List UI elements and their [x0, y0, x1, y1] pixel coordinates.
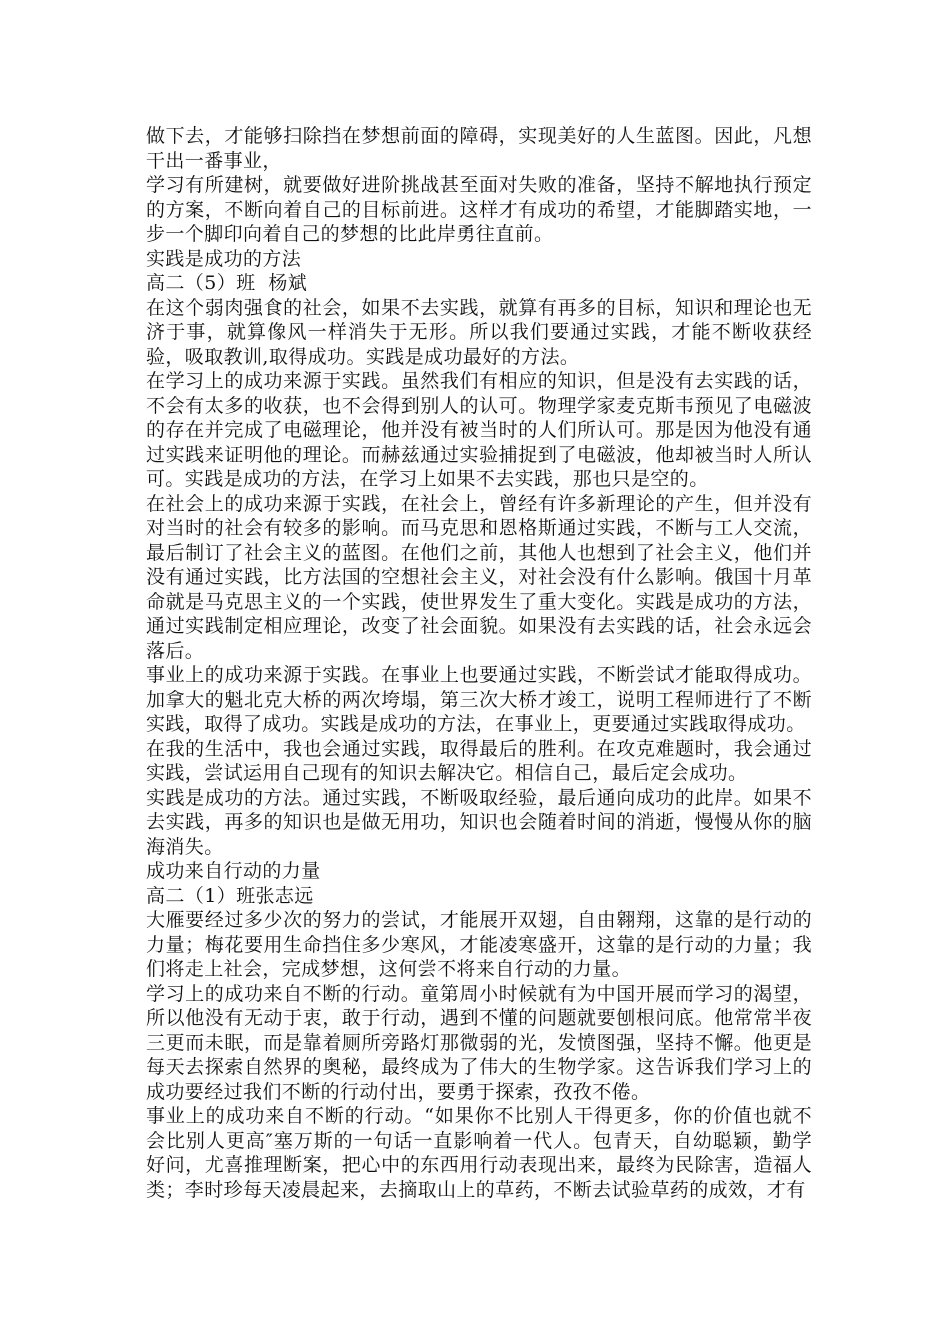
paragraph: 在学习上的成功来源于实践。虽然我们有相应的知识，但是没有去实践的话，不会有太多的收获，也不会得到别人的认可。物理学家麦克斯韦预见了电磁波的存在并完成了电磁理论，他并没有被当时的人们所认可。那是因为他没有通过实践来证明他的理论。而赫兹通过实验捕捉到了电磁波，他却被当时人所认可。实践是成功的方法，在学习上如果不去实践，那也只是空的。	[146, 370, 812, 490]
essay-author: 高二（1）班张志远	[146, 884, 314, 907]
paragraph: 事业上的成功来源于实践。在事业上也要通过实践，不断尝试才能取得成功。加拿大的魁北克大桥的两次垮塌，第三次大桥才竣工，说明工程师进行了不断实践，取得了成功。实践是成功的方法，在事业上，更要通过实践取得成功。	[146, 664, 812, 735]
paragraph: 做下去，才能够扫除挡在梦想前面的障碍，实现美好的人生蓝图。因此，凡想干出一番事业，	[146, 125, 812, 172]
paragraph: 大雁要经过多少次的努力的尝试，才能展开双翅，自由翱翔，这靠的是行动的力量；梅花要用生命挡住多少寒风，才能凌寒盛开，这靠的是行动的力量；我们将走上社会，完成梦想，这何尝不将来自行动的力量。	[146, 909, 812, 980]
essay-title: 成功来自行动的力量	[146, 860, 321, 882]
essay-author: 高二（5）班 杨斌	[146, 272, 308, 294]
paragraph: 学习上的成功来自不断的行动。童第周小时候就有为中国开展而学习的渴望，所以他没有无动于衷，敢于行动，遇到不懂的问题就要刨根问底。他常常半夜三更而未眠，而是靠着厕所旁路灯那微弱的光，发愤图强，坚持不懈。他更是每天去探索自然界的奥秘，最终成为了伟大的生物学家。这告诉我们学习上的成功要经过我们不断的行动付出，要勇于探索，孜孜不倦。	[146, 982, 812, 1103]
paragraph: 学习有所建树，就要做好进阶挑战甚至面对失败的准备，坚持不解地执行预定的方案，不断向着自己的目标前进。这样才有成功的希望，才能脚踏实地，一步一个脚印向着自己的梦想的比此岸勇往直前。	[146, 174, 812, 245]
essay-title: 实践是成功的方法	[146, 247, 302, 270]
paragraph: 在社会上的成功来源于实践，在社会上，曾经有许多新理论的产生，但并没有对当时的社会有较多的影响。而马克思和恩格斯通过实践，不断与工人交流，最后制订了社会主义的蓝图。在他们之前，其他人也想到了社会主义，他们并没有通过实践，比方法国的空想社会主义，对社会没有什么影响。俄国十月革命就是马克思主义的一个实践，使世界发生了重大变化。实践是成功的方法，通过实践制定相应理论，改变了社会面貌。如果没有去实践的话，社会永远会落后。	[146, 492, 812, 662]
paragraph: 在这个弱肉强食的社会，如果不去实践，就算有再多的目标，知识和理论也无济于事，就算像风一样消失于无形。所以我们要通过实践，才能不断收获经验，吸取教训,取得成功。实践是成功最好的方法。	[146, 296, 812, 368]
paragraph: 在我的生活中，我也会通过实践，取得最后的胜利。在攻克难题时，我会通过实践，尝试运用自己现有的知识去解决它。相信自己，最后定会成功。	[146, 737, 812, 784]
document-page	[146, 124, 812, 1202]
paragraph: 事业上的成功来自不断的行动。“如果你不比别人干得更多，你的价值也就不会比别人更高″塞万斯的一句话一直影响着一代人。包青天，自幼聪颖，勤学好问，尤喜推理断案，把心中的东西用行动表现出来，最终为民除害，造福人类；李时珍每天凌晨起来，去摘取山上的草药，不断去试验草药的成效，才有	[146, 1105, 812, 1201]
paragraph: 实践是成功的方法。通过实践，不断吸取经验，最后通向成功的此岸。如果不去实践，再多的知识也是做无用功，知识也会随着时间的消逝，慢慢从你的脑海消失。	[146, 786, 812, 858]
